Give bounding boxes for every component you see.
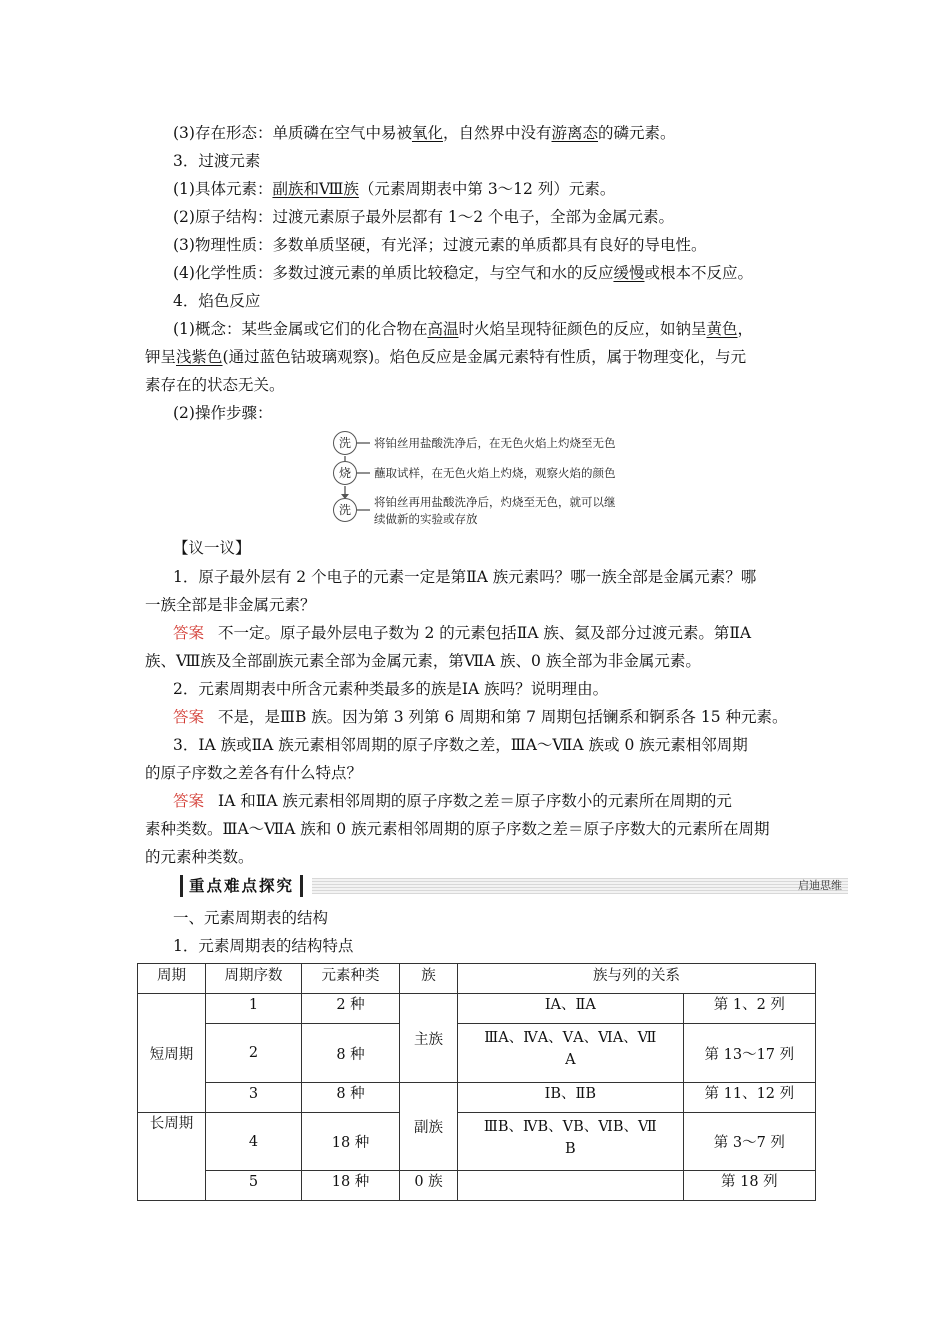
- heading-transition-elements: 3．过渡元素: [173, 152, 261, 170]
- section-header-bar: [172, 875, 848, 897]
- flow-step-2-text: 蘸取试样，在无色火焰上灼烧，观察火焰的颜色: [374, 466, 616, 480]
- burn-step-icon: 烧: [333, 461, 357, 485]
- flow-step-3-text: 将铂丝再用盐酸洗净后，灼烧至无色，就可以继: [374, 495, 616, 509]
- text: (1)具体元素：: [173, 180, 273, 198]
- text: 或根本不反应。: [644, 264, 753, 282]
- table-row: [138, 1113, 816, 1171]
- text: B: [565, 1141, 576, 1157]
- text: (1)概念：某些金属或它们的化合物在: [173, 320, 428, 338]
- groups-cell: [458, 1113, 684, 1171]
- main-group-cell: 主族: [400, 994, 458, 1083]
- answer-label: 答案: [173, 624, 205, 642]
- answer-1-line1: [173, 622, 751, 644]
- period-number-cell: 1: [206, 994, 302, 1024]
- period-number-cell: 4: [206, 1113, 302, 1171]
- header-period-number: 周期序数: [206, 964, 302, 994]
- text: ，: [737, 320, 754, 338]
- underlined-term: 黄色: [706, 320, 738, 338]
- wash-again-step-icon: 洗: [333, 498, 357, 522]
- paragraph-specific-elements: [173, 178, 615, 200]
- answer-text: 不一定。原子最外层电子数为 2 的元素包括ⅡA 族、氦及部分过渡元素。第ⅡA: [218, 624, 752, 642]
- paragraph-concept-line1: [173, 318, 753, 340]
- underlined-term: 高温: [427, 320, 459, 338]
- section-title: 重点难点探究: [180, 875, 303, 897]
- paragraph-chemical-properties: [173, 262, 753, 284]
- underlined-term: 副族和Ⅷ族: [272, 180, 359, 198]
- period-number-cell: 5: [206, 1171, 302, 1201]
- answer-text: ⅠA 和ⅡA 族元素相邻周期的原子序数之差＝原子序数小的元素所在周期的元: [218, 792, 732, 810]
- answer-label: 答案: [173, 792, 205, 810]
- section-bar-fill: [312, 878, 848, 894]
- answer-3-line3: 的元素种类数。: [145, 848, 254, 866]
- element-kinds-cell: 18 种: [302, 1113, 400, 1171]
- flame-test-flowchart: [330, 430, 670, 530]
- columns-cell: 第 11、12 列: [683, 1083, 815, 1113]
- flow-step-1-text: 将铂丝用盐酸洗净后，在无色火焰上灼烧至无色: [374, 436, 616, 450]
- paragraph-concept-line3: 素存在的状态无关。: [145, 376, 285, 394]
- question-1-line1: 1．原子最外层有 2 个电子的元素一定是第ⅡA 族元素吗？哪一族全部是金属元素？哪: [173, 568, 757, 586]
- question-1-line2: 一族全部是非金属元素？: [145, 596, 316, 614]
- flow-step-3-text-cont: 续做新的实验或存放: [374, 512, 478, 526]
- subsection-subheading: 1．元素周期表的结构特点: [173, 937, 354, 955]
- underlined-term: 浅紫色: [176, 348, 223, 366]
- text: (通过蓝色钴玻璃观察)。焰色反应是金属元素特有性质，属于物理变化，与元: [222, 348, 747, 366]
- heading-flame-test: 4．焰色反应: [173, 292, 261, 310]
- text: （元素周期表中第 3～12 列）元素。: [358, 180, 616, 198]
- answer-3-line2: 素种类数。ⅢA～ⅦA 族和 0 族元素相邻周期的原子序数之差＝原子序数大的元素所在周期: [145, 820, 770, 838]
- question-3-line2: 的原子序数之差各有什么特点？: [145, 764, 363, 782]
- groups-cell: [458, 1171, 684, 1201]
- element-kinds-cell: 8 种: [302, 1024, 400, 1083]
- text: ⅢA、ⅣA、ⅤA、ⅥA、Ⅶ: [484, 1030, 657, 1046]
- text: 短周期: [149, 1046, 194, 1063]
- paragraph-procedure: (2)操作步骤：: [173, 404, 273, 422]
- answer-2: [173, 706, 788, 728]
- subsection-heading: 一、元素周期表的结构: [173, 909, 329, 927]
- header-group: 族: [400, 964, 458, 994]
- text: 的磷元素。: [598, 124, 676, 142]
- long-period-cell: 长周期: [138, 1113, 206, 1201]
- groups-cell: [458, 1024, 684, 1083]
- text: ，自然界中没有: [442, 124, 552, 142]
- table-row: [138, 1083, 816, 1113]
- columns-cell: 第 18 列: [683, 1171, 815, 1201]
- answer-1-line2: 族、Ⅷ族及全部副族元素全部为金属元素，第ⅦA 族、0 族全部为非金属元素。: [145, 652, 701, 670]
- table-header-row: [138, 964, 816, 994]
- answer-label: 答案: [173, 708, 205, 726]
- paragraph-concept-line2: [145, 346, 746, 368]
- element-kinds-cell: 2 种: [302, 994, 400, 1024]
- columns-cell: 第 13～17 列: [683, 1024, 815, 1083]
- header-element-kinds: 元素种类: [302, 964, 400, 994]
- groups-cell: ⅠB、ⅡB: [458, 1083, 684, 1113]
- text: 时火焰呈现特征颜色的反应，如钠呈: [458, 320, 707, 338]
- discussion-heading: 【议一议】: [173, 539, 251, 557]
- header-group-column-relation: 族与列的关系: [458, 964, 816, 994]
- text: (4)化学性质：多数过渡元素的单质比较稳定，与空气和水的反应: [173, 264, 614, 282]
- zero-group-cell: 0 族: [400, 1171, 458, 1201]
- element-kinds-cell: 18 种: [302, 1171, 400, 1201]
- table-row: [138, 1024, 816, 1083]
- text: (3)存在形态：单质磷在空气中易被: [173, 124, 412, 142]
- question-3-line1: 3．ⅠA 族或ⅡA 族元素相邻周期的原子序数之差，ⅢA～ⅦA 族或 0 族元素相邻周期: [173, 736, 748, 754]
- columns-cell: 第 1、2 列: [683, 994, 815, 1024]
- columns-cell: 第 3～7 列: [683, 1113, 815, 1171]
- paragraph-atomic-structure: (2)原子结构：过渡元素原子最外层都有 1～2 个电子，全部为金属元素。: [173, 208, 675, 226]
- table-row: [138, 1171, 816, 1201]
- wash-step-icon: 洗: [333, 431, 357, 455]
- text: 钾呈: [145, 348, 177, 366]
- short-period-cell: [138, 994, 206, 1113]
- sub-group-cell: 副族: [400, 1083, 458, 1171]
- groups-cell: ⅠA、ⅡA: [458, 994, 684, 1024]
- period-number-cell: 3: [206, 1083, 302, 1113]
- paragraph-existence-form: [173, 122, 676, 144]
- underlined-term: 缓慢: [613, 264, 645, 282]
- paragraph-physical-properties: (3)物理性质：多数单质坚硬，有光泽；过渡元素的单质都具有良好的导电性。: [173, 236, 707, 254]
- question-2: 2．元素周期表中所含元素种类最多的族是ⅠA 族吗？说明理由。: [173, 680, 609, 698]
- section-right-label: 启迪思维: [798, 879, 842, 892]
- periodic-structure-table: [137, 963, 816, 1201]
- answer-text: 不是，是ⅢB 族。因为第 3 列第 6 周期和第 7 周期包括镧系和锕系各 15 种元素。: [218, 708, 788, 726]
- header-period: 周期: [138, 964, 206, 994]
- period-number-cell: 2: [206, 1024, 302, 1083]
- text: A: [565, 1052, 576, 1068]
- answer-3-line1: [173, 790, 732, 812]
- element-kinds-cell: 8 种: [302, 1083, 400, 1113]
- table-row: [138, 994, 816, 1024]
- underlined-term: 氧化: [411, 124, 443, 142]
- text: ⅢB、ⅣB、ⅤB、ⅥB、Ⅶ: [483, 1119, 657, 1135]
- underlined-term: 游离态: [551, 124, 599, 142]
